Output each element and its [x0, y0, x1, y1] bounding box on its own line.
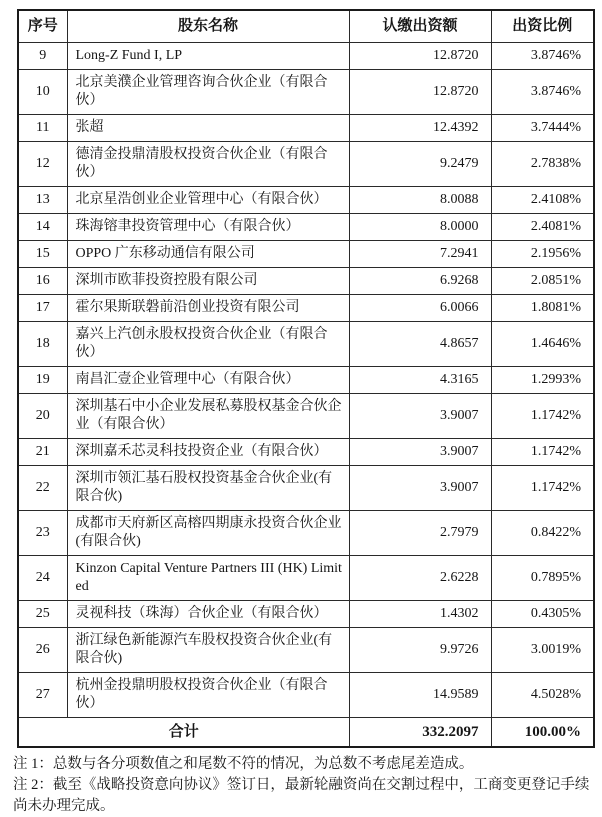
row-number-cell: 23: [18, 511, 67, 556]
total-label: 合计: [18, 718, 349, 748]
amount-cell: 7.2941: [349, 241, 491, 268]
shareholder-row: [18, 43, 594, 70]
ratio-cell: 1.1742%: [491, 466, 594, 511]
row-number-cell: 26: [18, 628, 67, 673]
shareholder-name-cell: 灵视科技（珠海）合伙企业（有限合伙）: [67, 601, 349, 628]
shareholder-name-cell: 深圳市欧菲投资控股有限公司: [67, 268, 349, 295]
ratio-cell: 1.8081%: [491, 295, 594, 322]
row-number-cell: 22: [18, 466, 67, 511]
shareholder-name-cell: 深圳基石中小企业发展私募股权基金合伙企业（有限合伙）: [67, 394, 349, 439]
amount-cell: 4.8657: [349, 322, 491, 367]
shareholder-name-cell: 珠海镕聿投资管理中心（有限合伙）: [67, 214, 349, 241]
total-row: [18, 718, 594, 748]
shareholder-name-cell: 南昌汇壹企业管理中心（有限合伙）: [67, 367, 349, 394]
shareholder-name-cell: 深圳嘉禾芯灵科技投资企业（有限合伙）: [67, 439, 349, 466]
amount-cell: 4.3165: [349, 367, 491, 394]
shareholder-row: [18, 142, 594, 187]
amount-cell: 9.9726: [349, 628, 491, 673]
shareholder-row: [18, 187, 594, 214]
amount-cell: 1.4302: [349, 601, 491, 628]
shareholder-name-cell: 嘉兴上汽创永股权投资合伙企业（有限合伙）: [67, 322, 349, 367]
amount-cell: 14.9589: [349, 673, 491, 718]
shareholder-name-cell: 德清金投鼎清股权投资合伙企业（有限合伙）: [67, 142, 349, 187]
ratio-cell: 2.4108%: [491, 187, 594, 214]
total-ratio-cell: 100.00%: [491, 718, 594, 748]
ratio-cell: 1.2993%: [491, 367, 594, 394]
ratio-cell: 3.7444%: [491, 115, 594, 142]
shareholder-name-cell: 霍尔果斯联磐前沿创业投资有限公司: [67, 295, 349, 322]
header-cell-no: 序号: [18, 10, 67, 43]
row-number-cell: 27: [18, 673, 67, 718]
amount-cell: 3.9007: [349, 439, 491, 466]
row-number-cell: 15: [18, 241, 67, 268]
row-number-cell: 18: [18, 322, 67, 367]
shareholder-row: [18, 394, 594, 439]
shareholder-name-cell: 北京星浩创业企业管理中心（有限合伙）: [67, 187, 349, 214]
amount-cell: 12.4392: [349, 115, 491, 142]
footnotes: [13, 754, 595, 817]
shareholder-row: [18, 673, 594, 718]
row-number-cell: 14: [18, 214, 67, 241]
footnote-2: 注 2：截至《战略投资意向协议》签订日，最新轮融资尚在交割过程中，工商变更登记手续尚未办理完成。: [13, 777, 590, 814]
row-number-cell: 12: [18, 142, 67, 187]
row-number-cell: 10: [18, 70, 67, 115]
ratio-cell: 2.4081%: [491, 214, 594, 241]
ratio-cell: 4.5028%: [491, 673, 594, 718]
shareholder-row: [18, 466, 594, 511]
ratio-cell: 3.8746%: [491, 43, 594, 70]
shareholder-name-cell: 北京美濮企业管理咨询合伙企业（有限合伙）: [67, 70, 349, 115]
shareholder-row: [18, 268, 594, 295]
ratio-cell: 3.0019%: [491, 628, 594, 673]
shareholder-name-cell: 深圳市领汇基石股权投资基金合伙企业(有限合伙): [67, 466, 349, 511]
row-number-cell: 21: [18, 439, 67, 466]
row-number-cell: 24: [18, 556, 67, 601]
ratio-cell: 3.8746%: [491, 70, 594, 115]
amount-cell: 2.6228: [349, 556, 491, 601]
header-cell-amount: 认缴出资额: [349, 10, 491, 43]
shareholder-table: [17, 9, 595, 748]
shareholder-row: [18, 115, 594, 142]
shareholder-row: [18, 367, 594, 394]
ratio-cell: 2.0851%: [491, 268, 594, 295]
ratio-cell: 2.7838%: [491, 142, 594, 187]
shareholder-row: [18, 511, 594, 556]
shareholder-name-cell: 浙江绿色新能源汽车股权投资合伙企业(有限合伙): [67, 628, 349, 673]
amount-cell: 6.9268: [349, 268, 491, 295]
shareholder-name-cell: 杭州金投鼎明股权投资合伙企业（有限合伙）: [67, 673, 349, 718]
shareholder-row: [18, 70, 594, 115]
ratio-cell: 0.4305%: [491, 601, 594, 628]
shareholder-row: [18, 439, 594, 466]
shareholder-row: [18, 628, 594, 673]
amount-cell: 3.9007: [349, 466, 491, 511]
row-number-cell: 17: [18, 295, 67, 322]
footnote-1: 注 1：总数与各分项数值之和尾数不符的情况，为总数不考虑尾差造成。: [13, 756, 474, 772]
shareholder-row: [18, 241, 594, 268]
shareholder-name-cell: Kinzon Capital Venture Partners III (HK) Limited: [67, 556, 349, 601]
row-number-cell: 16: [18, 268, 67, 295]
row-number-cell: 19: [18, 367, 67, 394]
shareholder-name-cell: 张超: [67, 115, 349, 142]
table-header-row: [18, 10, 594, 43]
amount-cell: 12.8720: [349, 43, 491, 70]
row-number-cell: 25: [18, 601, 67, 628]
ratio-cell: 1.4646%: [491, 322, 594, 367]
amount-cell: 2.7979: [349, 511, 491, 556]
amount-cell: 8.0088: [349, 187, 491, 214]
header-cell-name: 股东名称: [67, 10, 349, 43]
row-number-cell: 9: [18, 43, 67, 70]
shareholder-name-cell: Long-Z Fund I, LP: [67, 43, 349, 70]
ratio-cell: 2.1956%: [491, 241, 594, 268]
ratio-cell: 0.7895%: [491, 556, 594, 601]
amount-cell: 12.8720: [349, 70, 491, 115]
ratio-cell: 1.1742%: [491, 394, 594, 439]
amount-cell: 3.9007: [349, 394, 491, 439]
amount-cell: 8.0000: [349, 214, 491, 241]
header-cell-ratio: 出资比例: [491, 10, 594, 43]
shareholder-row: [18, 295, 594, 322]
row-number-cell: 13: [18, 187, 67, 214]
shareholder-name-cell: 成都市天府新区高榕四期康永投资合伙企业(有限合伙): [67, 511, 349, 556]
amount-cell: 9.2479: [349, 142, 491, 187]
shareholder-row: [18, 214, 594, 241]
total-amount-cell: 332.2097: [349, 718, 491, 748]
shareholder-row: [18, 322, 594, 367]
ratio-cell: 0.8422%: [491, 511, 594, 556]
amount-cell: 6.0066: [349, 295, 491, 322]
shareholder-name-cell: OPPO 广东移动通信有限公司: [67, 241, 349, 268]
row-number-cell: 20: [18, 394, 67, 439]
shareholder-row: [18, 601, 594, 628]
row-number-cell: 11: [18, 115, 67, 142]
ratio-cell: 1.1742%: [491, 439, 594, 466]
shareholder-row: [18, 556, 594, 601]
shareholder-table-body: [18, 43, 594, 718]
